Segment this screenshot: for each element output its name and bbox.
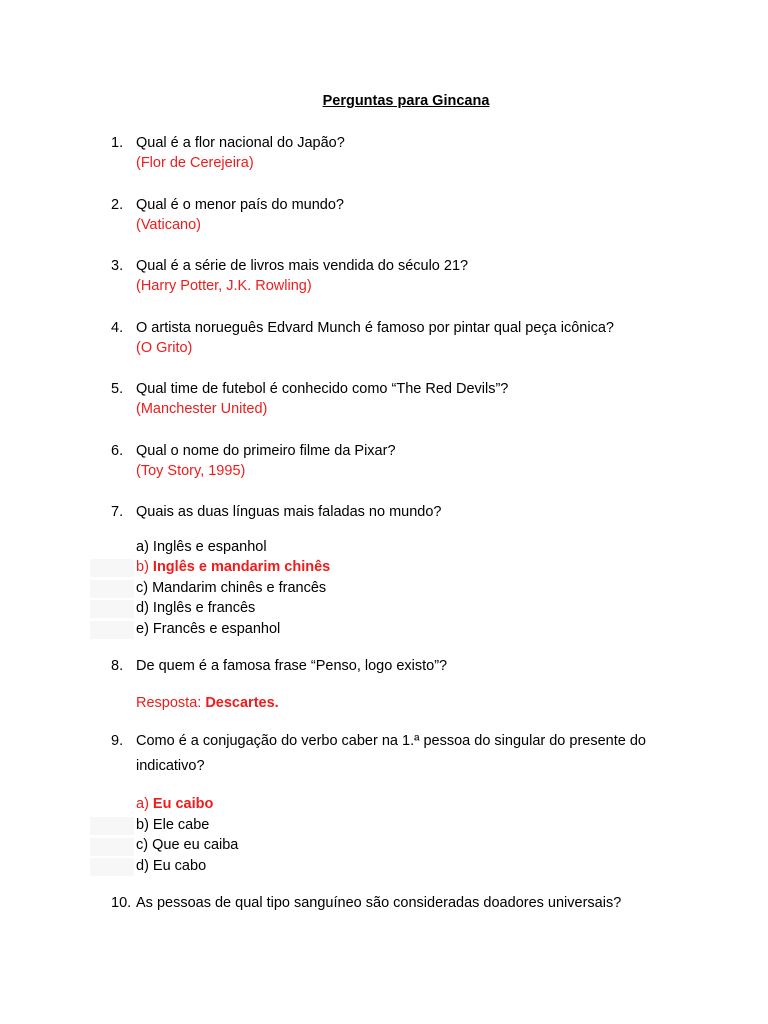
q7-option-d: d) Inglês e francês (136, 600, 256, 616)
question-text: As pessoas de qual tipo sanguíneo são consideradas doadores universais? (136, 895, 622, 911)
q7-option-e: e) Francês e espanhol (136, 621, 281, 637)
q7-option-b (136, 557, 330, 577)
question-number: 10. (111, 895, 132, 911)
answer-8 (136, 693, 279, 713)
option-shade (90, 621, 134, 639)
answer-label: Resposta: (136, 695, 206, 711)
correct-option-text: Eu caibo (152, 796, 214, 812)
answer-text: Descartes. (205, 695, 279, 711)
question-text: De quem é a famosa frase “Penso, logo existo”? (136, 658, 448, 674)
question-number: 6. (111, 443, 124, 459)
question-number: 8. (111, 658, 124, 674)
question-number: 2. (111, 197, 124, 213)
question-number: 5. (111, 381, 124, 397)
answer-5: (Manchester United) (136, 401, 268, 417)
q7-option-a: a) Inglês e espanhol (136, 539, 267, 555)
question-text: Quais as duas línguas mais faladas no mundo? (136, 504, 442, 520)
answer-2: (Vaticano) (136, 217, 202, 233)
option-shade (90, 580, 134, 598)
option-shade (90, 858, 134, 876)
option-prefix: a) (136, 796, 153, 812)
question-number: 1. (111, 135, 124, 151)
answer-3: (Harry Potter, J.K. Rowling) (136, 278, 312, 294)
question-text: O artista norueguês Edvard Munch é famoso por pintar qual peça icônica? (136, 320, 614, 336)
question-text: Qual é a flor nacional do Japão? (136, 135, 345, 151)
q9-option-d: d) Eu cabo (136, 858, 207, 874)
q9-option-b: b) Ele cabe (136, 817, 210, 833)
q7-option-c: c) Mandarim chinês e francês (136, 580, 327, 596)
question-number: 9. (111, 733, 124, 749)
option-prefix: b) (136, 559, 153, 575)
page-title: Perguntas para Gincana (322, 93, 490, 109)
option-shade (90, 838, 134, 856)
option-shade (90, 817, 134, 835)
question-number: 3. (111, 258, 124, 274)
question-text: Qual é a série de livros mais vendida do século 21? (136, 258, 469, 274)
question-9-line2: indicativo? (136, 758, 205, 774)
answer-4: (O Grito) (136, 340, 193, 356)
answer-1: (Flor de Cerejeira) (136, 155, 254, 171)
q9-option-a (136, 794, 213, 814)
question-text: Qual o nome do primeiro filme da Pixar? (136, 443, 396, 459)
option-shade (90, 600, 134, 618)
question-text: Qual é o menor país do mundo? (136, 197, 344, 213)
correct-option-text: Inglês e mandarim chinês (152, 559, 331, 575)
question-text: Qual time de futebol é conhecido como “The Red Devils”? (136, 381, 509, 397)
question-number: 4. (111, 320, 124, 336)
option-shade (90, 559, 134, 577)
answer-6: (Toy Story, 1995) (136, 463, 246, 479)
question-text: Como é a conjugação do verbo caber na 1.ª pessoa do singular do presente do (136, 733, 646, 749)
q9-option-c: c) Que eu caiba (136, 837, 239, 853)
question-number: 7. (111, 504, 124, 520)
